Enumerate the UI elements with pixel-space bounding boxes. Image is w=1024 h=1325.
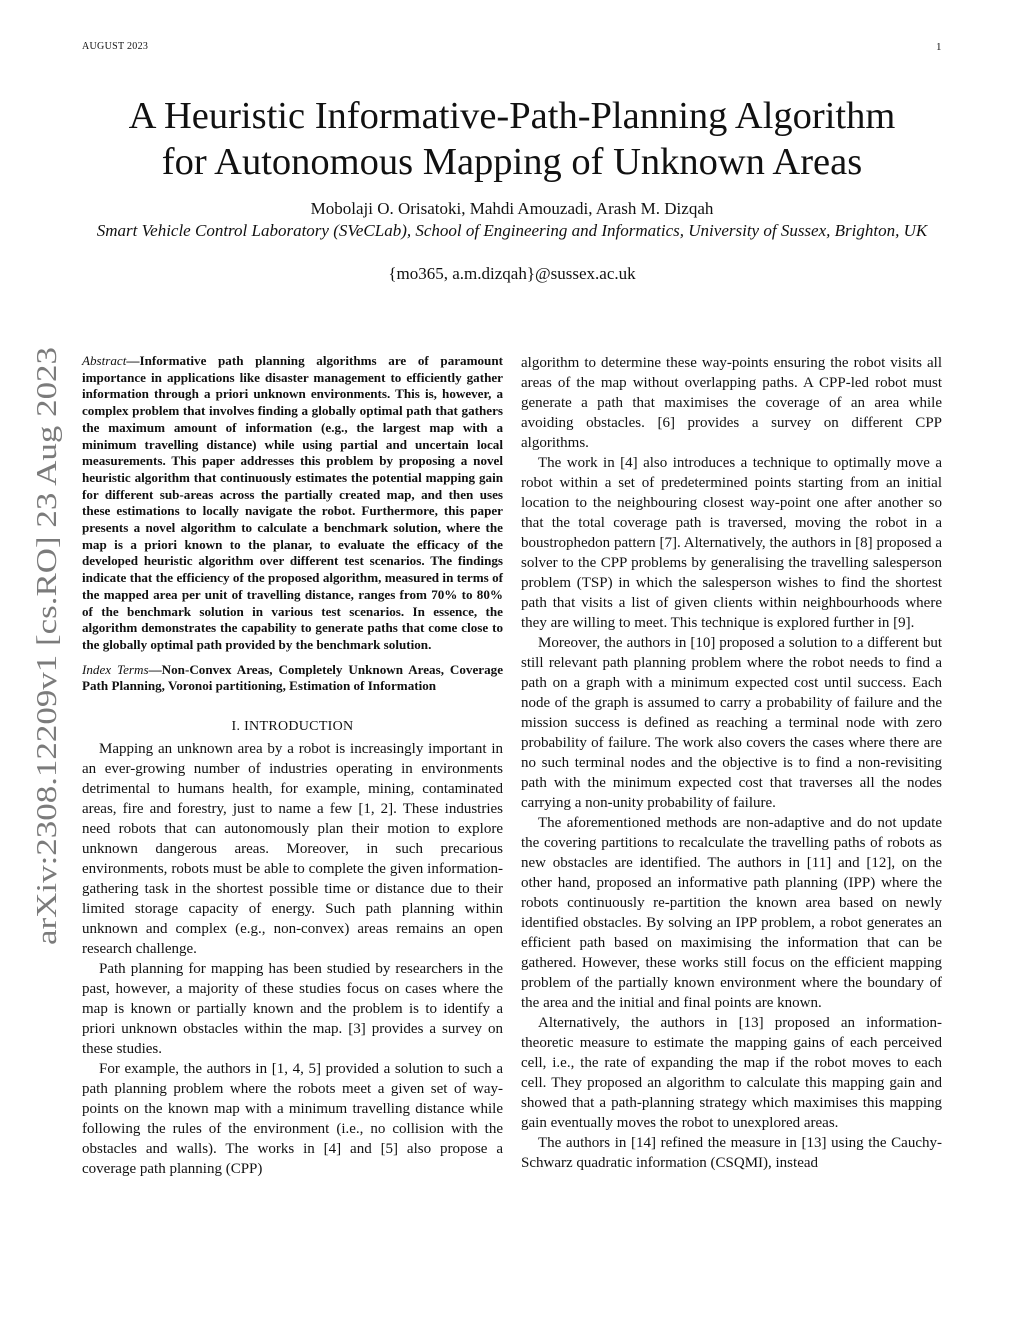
abstract xyxy=(82,353,503,654)
left-column xyxy=(82,353,503,1179)
page-number: 1 xyxy=(936,41,942,53)
body-paragraph: The aforementioned methods are non-adaptive and do not update the covering partitions to recalculate the travelling paths of robots as new obstacles are identified. The authors in [11] and [12], on the other hand, proposed an informative path planning (IPP) where the robots continuously re-partition the known area based on newly identified obstacles. By solving an IPP problem, a robot generates an efficient path based on maximising the information that can be gathered. However, these works still focus on the efficient mapping problem of the partially known environment where the boundary of the area and the initial and final points are known. xyxy=(521,815,942,1011)
body-paragraph: The authors in [14] refined the measure in [13] using the Cauchy-Schwarz quadratic information (CSQMI), instead xyxy=(521,1135,942,1171)
paper-title xyxy=(82,93,942,185)
body-paragraph: Moreover, the authors in [10] proposed a solution to a different but still relevant path planning problem where the robot needs to find a path on a graph with a minimum expected cost until success. Each node of the graph is assumed to carry a probability of failure and the mission success is defined as reaching a terminal node with zero probability of failure. The work also covers the cases where there are no such terminal nodes and the objective is to find a non-revisiting path with the minimum expected cost that traverses all the nodes carrying a non-unity probability of failure. xyxy=(521,635,942,811)
body-paragraph: algorithm to determine these way-points ensuring the robot visits all areas of the map without overlapping paths. A CPP-led robot must generate a path that maximises the coverage of an area while avoiding obstacles. [6] provides a survey on different CPP algorithms. xyxy=(521,355,942,451)
body-paragraph: For example, the authors in [1, 4, 5] provided a solution to such a path planning problem where the robots meet a given set of way-points on the known map with a minimum travelling distance while following the rules of the environment (i.e., no collision with the obstacles and walls). The works in [4] and [5] also propose a coverage path planning (CPP) xyxy=(82,1061,503,1178)
index-terms-text: —Non-Convex Areas, Completely Unknown Areas, Coverage Path Planning, Voronoi partitioning, Estimation of Information xyxy=(82,661,504,694)
author-affiliation: Smart Vehicle Control Laboratory (SVeCLab), School of Engineering and Informatics, University of Sussex, Brighton, UK xyxy=(96,221,928,240)
section-heading-introduction: I. INTRODUCTION xyxy=(231,719,354,735)
body-paragraph: Path planning for mapping has been studied by researchers in the past, however, a majority of these studies focus on cases where the map is known or partially known and the problem is to identify a priori unknown obstacles within the map. [3] provides a survey on these studies. xyxy=(82,961,503,1058)
body-paragraph: The work in [4] also introduces a technique to optimally move a robot within a set of predetermined points starting from an initial location to the neighbouring closest way-point one after another so that the total coverage path is traversed, moving the robot in a boustrophedon pattern [7]. Alternatively, the authors in [8] proposed a solver to the CPP problems by generalising the travelling salesperson problem (TSP) in which the salesperson wishes to find the shortest path that visits a list of given clients within neighbourhoods where they are willing to meet. This technique is explored further in [9]. xyxy=(521,455,942,631)
abstract-label: Abstract xyxy=(82,353,127,368)
body-paragraph: Mapping an unknown area by a robot is increasingly important in an ever-growing number of industries operating in environments detrimental to humans health, for example, mining, contaminated areas, fire and forestry, just to name a few [1, 2]. These industries need robots that can autonomously plan their motion to explore unknown dangerous areas. Moreover, in such precarious environments, robots must be able to complete the given information-gathering task in the shortest possible time or distance due to their limited storage capacity of energy. Such path planning within unknown and complex (e.g., non-convex) areas remains an open research challenge. xyxy=(82,741,503,958)
author-email: {mo365, a.m.dizqah}@sussex.ac.uk xyxy=(388,264,636,283)
right-column xyxy=(521,353,942,1173)
running-header-date: AUGUST 2023 xyxy=(82,41,149,52)
index-terms xyxy=(82,662,503,695)
abstract-text: —Informative path planning algorithms are of paramount importance in applications like disaster management to efficiently gather information through a priori unknown environments. This is, however, a complex problem that involves finding a globally optimal path that gathers the maximum amount of information (e.g., the largest map with a minimum travelling distance) while using partial and uncertain local measurements. This paper addresses this problem by proposing a novel heuristic algorithm that continuously estimates the potential mapping gain for different sub-areas across the partially created map, and then uses these estimations to locally navigate the robot. Furthermore, this paper presents a novel algorithm to calculate a benchmark solution, where the map is a priori known to the planar, to evaluate the efficacy of the developed heuristic algorithm over different test scenarios. The findings indicate that the efficiency of the proposed algorithm, measured in terms of the mapped area per unit of travelling distance, ranges from 70% to 80% of the benchmark solution in various test scenarios. In essence, the algorithm demonstrates the capability to generate paths that come close to the globally optimal path provided by the benchmark solution. xyxy=(82,353,503,652)
paper-title-line-1: A Heuristic Informative-Path-Planning Algorithm xyxy=(128,95,896,137)
author-list: Mobolaji O. Orisatoki, Mahdi Amouzadi, Arash M. Dizqah xyxy=(310,199,714,218)
body-paragraph: Alternatively, the authors in [13] proposed an information-theoretic measure to estimate the mapping gains of each perceived cell, i.e., the rate of expanding the map if the robot moves to each cell. They proposed an algorithm to calculate this mapping gain and showed that a path-planning strategy which maximises this mapping gain eventually moves the robot to unexplored areas. xyxy=(521,1015,942,1131)
arxiv-identifier-stamp xyxy=(28,345,64,945)
paper-title-line-2: for Autonomous Mapping of Unknown Areas xyxy=(161,141,863,183)
index-terms-label: Index Terms xyxy=(82,661,149,677)
arxiv-identifier-text: arXiv:2308.12209v1 [cs.RO] 23 Aug 2023 xyxy=(31,448,63,945)
